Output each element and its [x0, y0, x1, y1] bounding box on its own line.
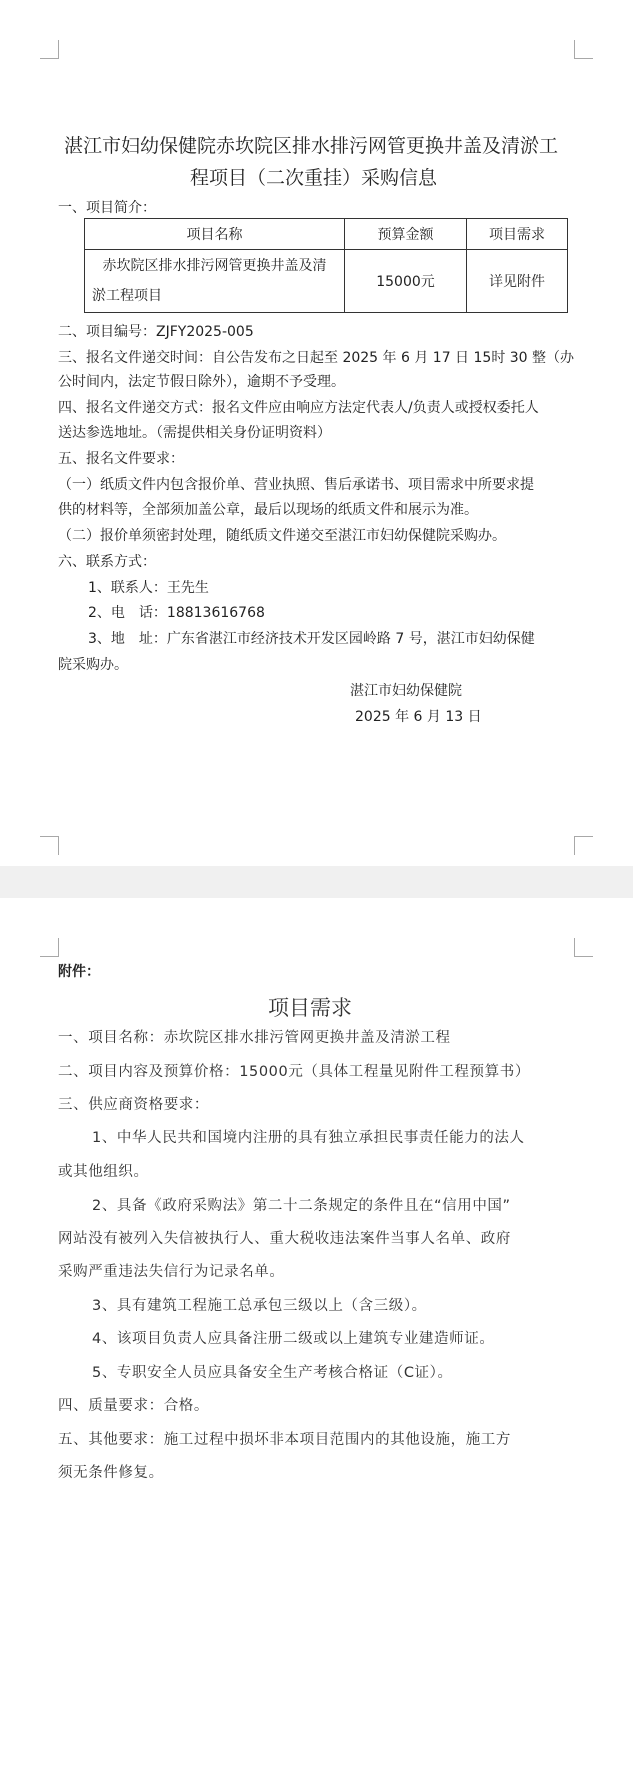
- section-4-line-2: 送达参选地址。（需提供相关身份证明资料）: [58, 425, 331, 441]
- section-1-heading: 一、项目简介：: [58, 200, 156, 216]
- req-item-5-line-1: 五、其他要求：施工过程中损坏非本项目范围内的其他设施，施工方: [58, 1432, 511, 1448]
- req-qual-4: 4、该项目负责人应具备注册二级或以上建筑专业建造师证。: [92, 1331, 495, 1347]
- corner-mark: [40, 40, 59, 59]
- req-qual-2-line-3: 采购严重违法失信行为记录名单。: [58, 1264, 285, 1280]
- cell-requirement: 详见附件: [467, 250, 568, 313]
- contact-person: 1、联系人：王先生: [88, 580, 209, 596]
- section-3-line-1: 三、报名文件递交时间：自公告发布之日起至 2025 年 6 月 17 日 15时 30 整（办: [58, 350, 575, 366]
- title-line-1: 湛江市妇幼保健院赤坎院区排水排污网管更换井盖及清淤工: [64, 135, 559, 157]
- contact-address-line-2: 院采购办。: [58, 657, 128, 673]
- req-qual-2-line-2: 网站没有被列入失信被执行人、重大税收违法案件当事人名单、政府: [58, 1231, 511, 1247]
- signature-date: 2025 年 6 月 13 日: [355, 709, 482, 725]
- req-qual-3: 3、具有建筑工程施工总承包三级以上（含三级）。: [92, 1298, 427, 1314]
- section-5-item-2: （二）报价单须密封处理，随纸质文件递交至湛江市妇幼保健院采购办。: [58, 528, 506, 544]
- section-5-heading: 五、报名文件要求：: [58, 451, 184, 467]
- req-item-4: 四、质量要求：合格。: [58, 1398, 209, 1414]
- attachment-label: 附件：: [58, 964, 100, 980]
- header-cell-budget: 预算金额: [345, 219, 467, 250]
- section-3-line-2: 公时间内，法定节假日除外），逾期不予受理。: [58, 374, 345, 390]
- cell-project-name: [85, 250, 345, 313]
- contact-phone: 2、电 话：18813616768: [88, 605, 265, 621]
- req-item-3-heading: 三、供应商资格要求：: [58, 1097, 209, 1113]
- cell-budget: 15000元: [345, 250, 467, 313]
- document-page-2: [0, 898, 633, 1791]
- corner-mark: [574, 836, 593, 855]
- corner-mark: [574, 938, 593, 957]
- contact-address-line-1: 3、地 址：广东省湛江市经济技术开发区园岭路 7 号，湛江市妇幼保健: [88, 631, 535, 647]
- req-qual-1-line-2: 或其他组织。: [58, 1164, 149, 1180]
- section-6-heading: 六、联系方式：: [58, 554, 156, 570]
- title-line-2: 程项目（二次重挂）采购信息: [190, 167, 438, 189]
- table-header-row: [85, 219, 568, 250]
- attachment-title: 项目需求: [268, 996, 352, 1020]
- project-table: [84, 218, 568, 313]
- corner-mark: [40, 938, 59, 957]
- req-qual-2-line-1: 2、具备《政府采购法》第二十二条规定的条件且在“信用中国”: [92, 1198, 511, 1214]
- section-5-item-1-line-1: （一）纸质文件内包含报价单、营业执照、售后承诺书、项目需求中所要求提: [58, 477, 534, 493]
- req-qual-1-line-1: 1、中华人民共和国境内注册的具有独立承担民事责任能力的法人: [92, 1130, 525, 1146]
- section-5-item-1-line-2: 供的材料等，全部须加盖公章，最后以现场的纸质文件和展示为准。: [58, 502, 478, 518]
- corner-mark: [40, 836, 59, 855]
- req-item-2: 二、项目内容及预算价格：15000元（具体工程量见附件工程预算书）: [58, 1064, 530, 1080]
- req-qual-5: 5、专职安全人员应具备安全生产考核合格证（C证）。: [92, 1365, 453, 1381]
- section-4-line-1: 四、报名文件递交方式：报名文件应由响应方法定代表人/负责人或授权委托人: [58, 400, 539, 416]
- header-cell-requirement: 项目需求: [467, 219, 568, 250]
- cell-project-name-line-1: 赤坎院区排水排污网管更换井盖及清: [102, 258, 327, 274]
- table-row: [85, 250, 568, 313]
- document-page-1: [0, 0, 633, 866]
- signature-organization: 湛江市妇幼保健院: [350, 683, 462, 699]
- req-item-1: 一、项目名称：赤坎院区排水排污管网更换井盖及清淤工程: [58, 1030, 451, 1046]
- section-2-project-number: 二、项目编号：ZJFY2025-005: [58, 324, 254, 340]
- header-cell-name: 项目名称: [85, 219, 345, 250]
- cell-project-name-line-2: 淤工程项目: [92, 288, 162, 304]
- req-item-5-line-2: 须无条件修复。: [58, 1465, 164, 1481]
- corner-mark: [574, 40, 593, 59]
